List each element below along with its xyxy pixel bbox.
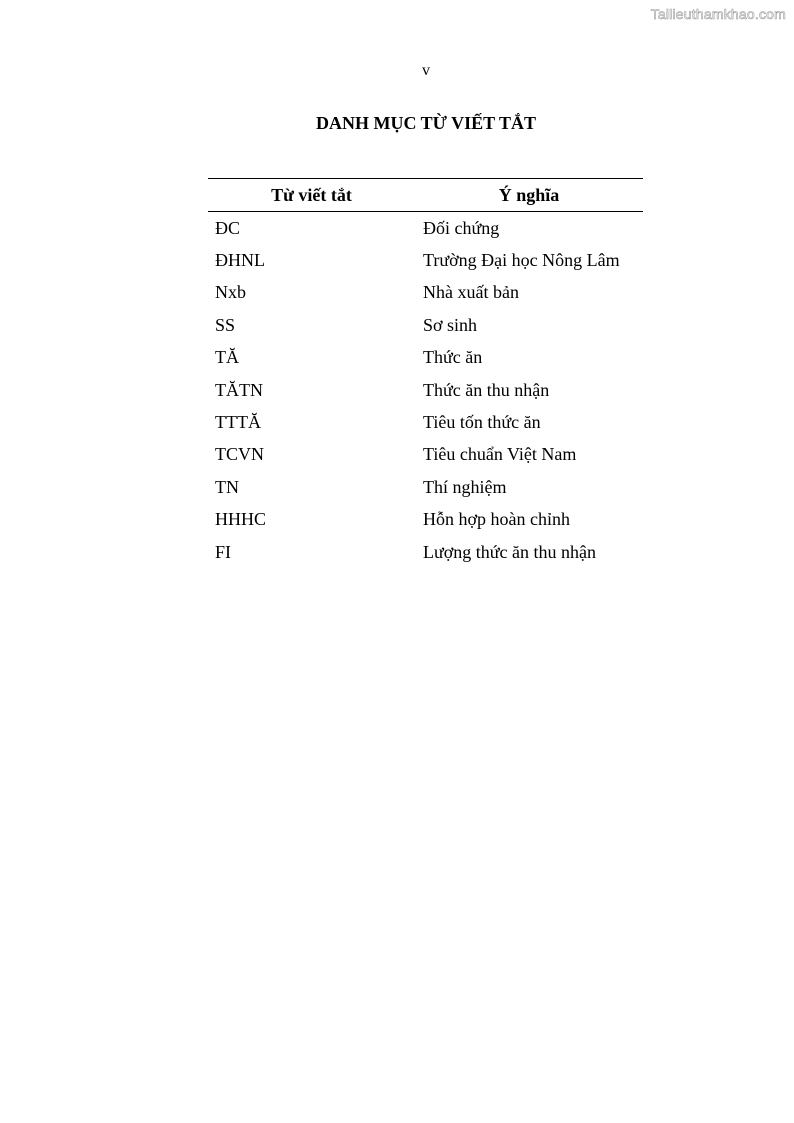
abbreviation-cell: ĐHNL <box>215 250 265 271</box>
header-meaning: Ý nghĩa <box>415 179 643 212</box>
meaning-cell: Tiêu tốn thức ăn <box>423 412 541 433</box>
abbreviation-cell: FI <box>215 541 232 562</box>
meaning-cell: Lượng thức ăn thu nhận <box>423 541 596 562</box>
page-number: v <box>422 62 430 79</box>
abbreviation-cell: Nxb <box>215 282 246 303</box>
abbreviation-cell: TN <box>215 476 239 497</box>
meaning-cell: Đối chứng <box>423 217 500 238</box>
meaning-cell: Sơ sinh <box>423 314 478 335</box>
meaning-cell: Tiêu chuẩn Việt Nam <box>423 444 577 465</box>
meaning-cell: Thí nghiệm <box>423 476 507 497</box>
meaning-cell: Thức ăn <box>423 347 483 368</box>
abbreviation-table <box>208 178 643 568</box>
table-row <box>208 374 643 406</box>
table-header-row <box>208 179 643 212</box>
abbreviation-cell: TĂ <box>215 347 239 368</box>
meaning-cell: Nhà xuất bản <box>423 282 519 303</box>
abbreviation-cell: SS <box>215 314 236 335</box>
abbreviation-cell: TCVN <box>215 444 264 465</box>
table-row <box>208 244 643 276</box>
table-row <box>208 471 643 503</box>
table-row <box>208 342 643 374</box>
meaning-cell: Thức ăn thu nhận <box>423 379 550 400</box>
table-row <box>208 309 643 341</box>
abbreviation-cell: TTTĂ <box>215 412 261 433</box>
abbreviation-cell: HHHC <box>215 509 267 530</box>
page-title: DANH MỤC TỪ VIẾT TẮT <box>315 113 537 133</box>
table-row <box>208 277 643 309</box>
abbreviation-cell: ĐC <box>215 217 241 238</box>
table-row <box>208 212 643 245</box>
table-row <box>208 406 643 438</box>
table-row <box>208 536 643 568</box>
watermark: Tailieuthamkhao.com <box>650 6 786 22</box>
abbreviation-cell: TĂTN <box>215 379 263 400</box>
meaning-cell: Trường Đại học Nông Lâm <box>423 250 620 271</box>
header-abbreviation: Từ viết tắt <box>208 179 415 212</box>
table-row <box>208 504 643 536</box>
meaning-cell: Hỗn hợp hoàn chỉnh <box>423 509 570 530</box>
table-row <box>208 439 643 471</box>
